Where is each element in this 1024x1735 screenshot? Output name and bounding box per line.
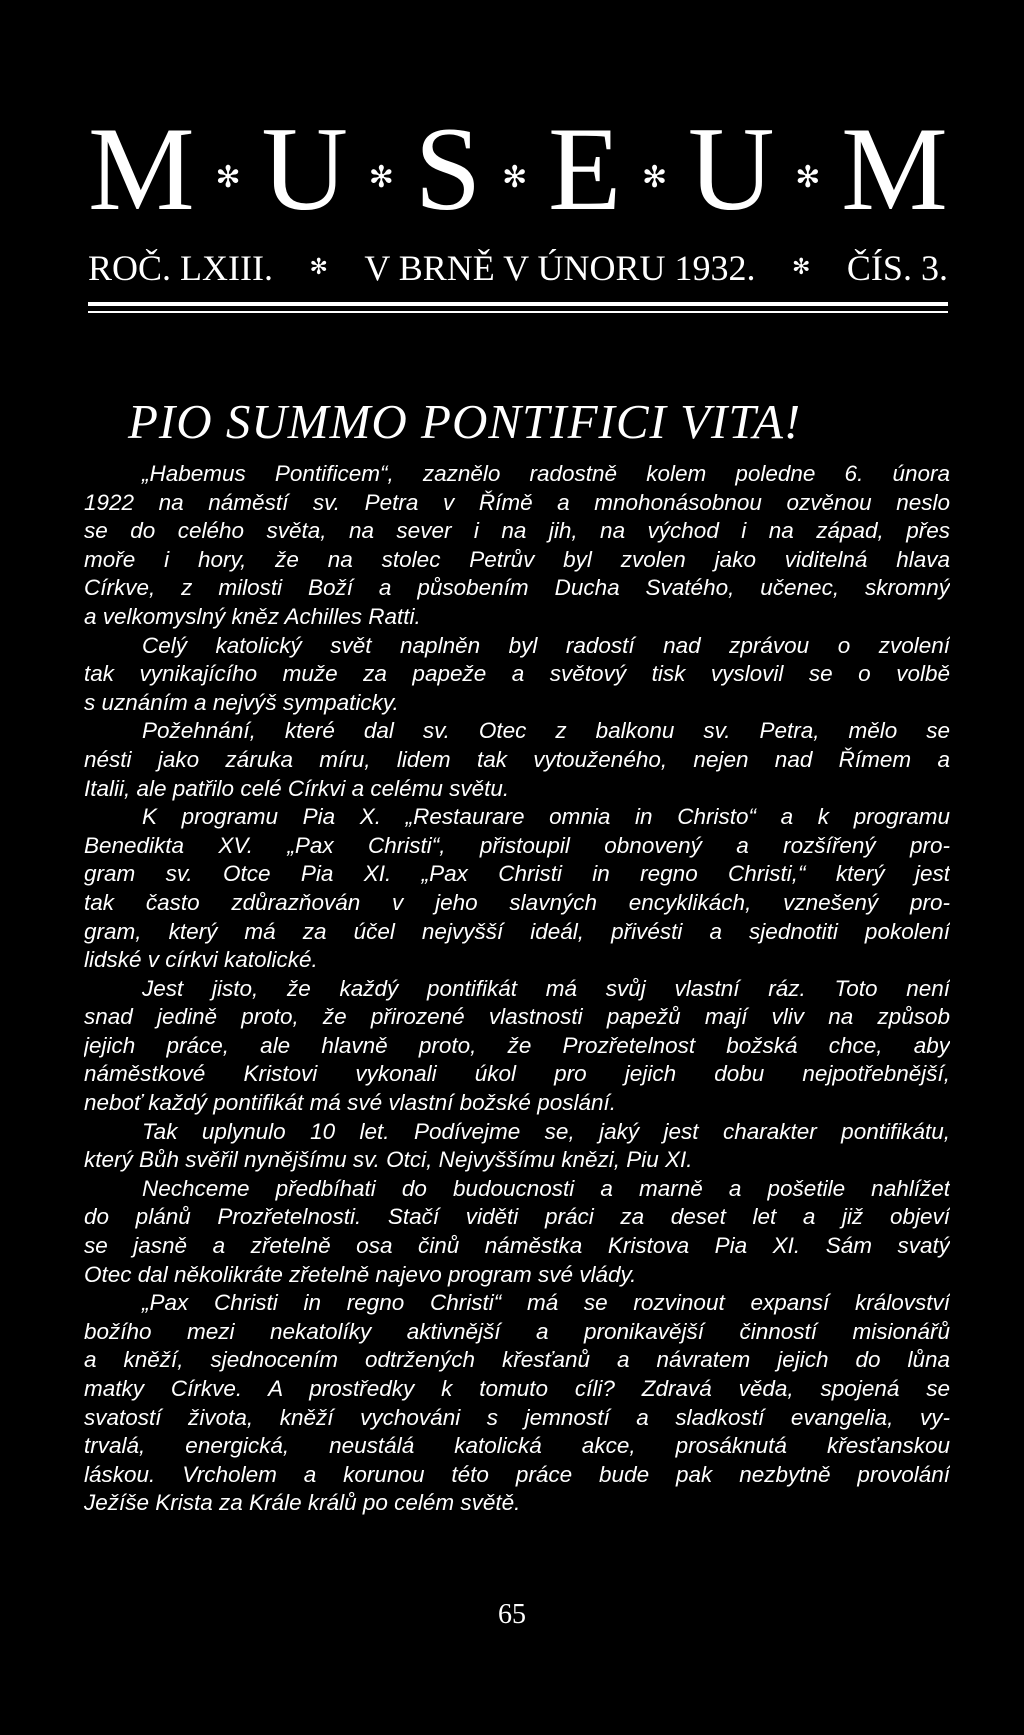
article-body (84, 460, 950, 1518)
article-line: nésti jako záruka míru, lidem tak vytouženého, nejen nad Římem a (84, 746, 950, 772)
article-line: jejich práce, ale hlavně proto, že Prozřetelnost božská chce, aby (84, 1032, 950, 1058)
article-line: „Habemus Pontificem“, zaznělo radostně kolem poledne 6. února (142, 461, 950, 486)
article-line: lidské v církvi katolické. (84, 947, 318, 973)
masthead-letter: M (88, 102, 195, 235)
star-separator-icon: ✻ (215, 159, 241, 195)
article-line: s uznáním a nejvýš sympaticky. (84, 689, 399, 715)
masthead-letter: E (547, 102, 622, 235)
article-line: moře i hory, že na stolec Petrův byl zvolen jako viditelná hlava (84, 546, 950, 572)
article-line: Benedikta XV. „Pax Christi“, přistoupil obnovený a rozšířený pro- (84, 832, 950, 858)
article-line: Požehnání, které dal sv. Otec z balkonu sv. Petra, mělo se (142, 718, 950, 744)
star-separator-icon: ✻ (642, 159, 668, 195)
article-line: 1922 na náměstí sv. Petra v Římě a mnohonásobnou ozvěnou neslo (84, 489, 950, 515)
issue-line (88, 246, 948, 290)
article-line: trvalá, energická, neustálá katolická akce, prosáknutá křesťanskou (84, 1433, 950, 1459)
page-number: 65 (498, 1599, 526, 1630)
masthead (88, 104, 948, 234)
star-separator-icon: ✻ (791, 255, 811, 280)
article-line: Celý katolický svět naplněn byl radostí nad zprávou o zvolení (142, 632, 950, 658)
article-line: a velkomyslný kněz Achilles Ratti. (84, 603, 421, 629)
volume-label: ROČ. LXIII. (88, 248, 273, 288)
star-separator-icon: ✻ (795, 159, 821, 195)
article-line: Italii, ale patřilo celé Církvi a celému světu. (84, 775, 510, 801)
article-line: matky Církve. A prostředky k tomuto cíli? Zdravá věda, spojená se (84, 1376, 950, 1401)
article-line: K programu Pia X. „Restaurare omnia in Christo“ a k programu (142, 804, 950, 830)
article-line: svatostí života, kněží vychováni s jemností a sladkostí evangelia, vy- (84, 1404, 950, 1430)
article-line: a kněží, sjednocením odtržených křesťanů a návratem jejich do lůna (84, 1347, 950, 1373)
article-line: gram sv. Otce Pia XI. „Pax Christi in regno Christi,“ který jest (84, 861, 950, 887)
article-line: náměstkové Kristovi vykonali úkol pro jejich dobu nejpotřebnější, (84, 1061, 950, 1087)
article-line: Církve, z milosti Boží a působením Ducha Svatého, učenec, skromný (84, 575, 950, 601)
article-line: se do celého světa, na sever i na jih, na východ i na západ, přes (84, 518, 950, 544)
header-rule-thin (88, 311, 948, 313)
article-line: snad jedině proto, že přirozené vlastnosti papežů mají vliv na způsob (84, 1004, 950, 1030)
article-line: gram, který má za účel nejvyšší ideál, přivésti a sjednotiti pokolení (84, 918, 950, 944)
article-line: tak často zdůrazňován v jeho slavných encyklikách, vznešený pro- (84, 889, 950, 915)
issue-number-label: ČÍS. 3. (846, 248, 948, 288)
masthead-letter: M (841, 102, 948, 235)
article-line: Tak uplynulo 10 let. Podívejme se, jaký jest charakter pontifikátu, (142, 1118, 950, 1144)
masthead-letter: U (261, 102, 348, 235)
article-line: láskou. Vrcholem a korunou této práce bude pak nezbytně provolání (84, 1461, 950, 1487)
article-line: Ježíše Krista za Krále králů po celém světě. (84, 1490, 521, 1516)
article-line: Otec dal několikráte zřetelně najevo program své vlády. (84, 1261, 637, 1287)
header-rule-thick (88, 302, 948, 306)
masthead-letter: S (414, 102, 482, 235)
place-date-label: V BRNĚ V ÚNORU 1932. (364, 248, 756, 288)
article-line: Jest jisto, že každý pontifikát má svůj vlastní ráz. Toto není (142, 975, 950, 1001)
star-separator-icon: ✻ (368, 159, 394, 195)
article-line: Nechceme předbíhati do budoucnosti a marně a pošetile nahlížet (142, 1175, 950, 1201)
article-line: „Pax Christi in regno Christi“ má se rozvinout expansí království (142, 1290, 950, 1316)
article-line: neboť každý pontifikát má své vlastní božské poslání. (84, 1090, 617, 1116)
article-line: božího mezi nekatolíky aktivnější a pronikavější činností misionářů (84, 1318, 950, 1344)
star-separator-icon: ✻ (309, 255, 328, 280)
article-title: PIO SUMMO PONTIFICI VITA! (128, 394, 802, 449)
article-line: se jasně a zřetelně osa činů náměstka Kristova Pia XI. Sám svatý (84, 1233, 950, 1259)
article-line: tak vynikajícího muže za papeže a světový tisk vyslovil se o volbě (84, 661, 950, 687)
star-separator-icon: ✻ (502, 159, 528, 195)
article-line: který Bůh svěřil nynějšímu sv. Otci, Nejvyššímu knězi, Piu XI. (84, 1147, 693, 1173)
masthead-letter: U (687, 102, 775, 235)
article-line: do plánů Prozřetelnosti. Stačí viděti práci za deset let a již objeví (84, 1204, 950, 1230)
